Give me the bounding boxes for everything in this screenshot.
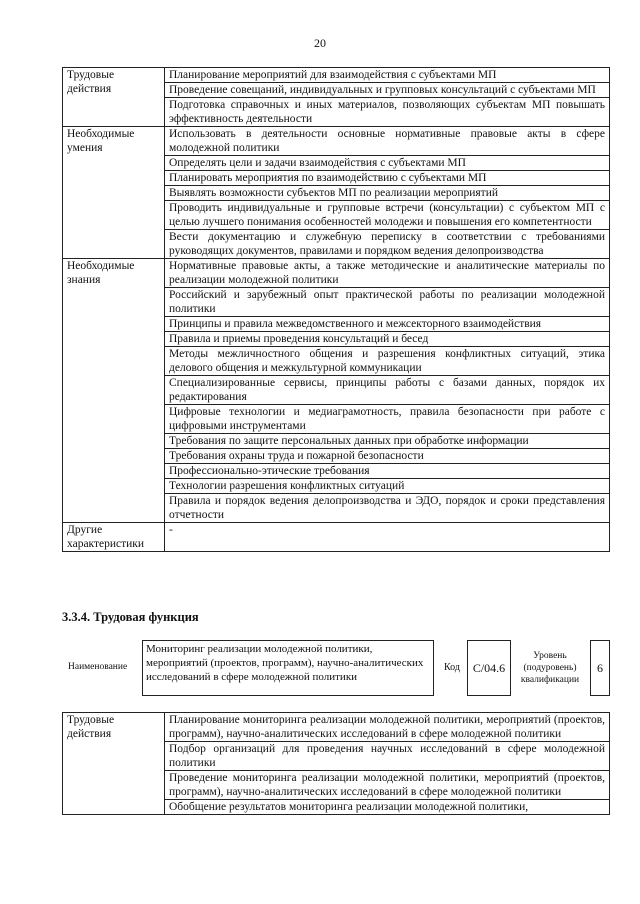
- table-cell: Вести документацию и служебную переписку в соответствии с требованиями руководящих документов, правилами и порядком ведения делопроизводства: [165, 230, 610, 259]
- function-header: [62, 640, 610, 700]
- table-cell: Нормативные правовые акты, а также методические и аналитические материалы по реализации молодежной политики: [165, 259, 610, 288]
- table-row: [63, 523, 610, 552]
- function-actions-table: [62, 712, 610, 815]
- name-label: Наименование: [68, 662, 128, 672]
- table-cell: Подбор организаций для проведения научных исследований в сфере молодежной политики: [165, 742, 610, 771]
- table-cell: Планирование мероприятий для взаимодействия с субъектами МП: [165, 68, 610, 83]
- table-cell: Требования охраны труда и пожарной безопасности: [165, 449, 610, 464]
- table-row: [63, 713, 610, 742]
- row-heading: Трудовые действия: [63, 68, 165, 127]
- table-cell: Обобщение результатов мониторинга реализации молодежной политики,: [165, 800, 610, 815]
- table-cell: Специализированные сервисы, принципы работы с базами данных, порядок их редактирования: [165, 376, 610, 405]
- page-number: 20: [314, 36, 326, 50]
- table-row: [63, 68, 610, 83]
- function-name: Мониторинг реализации молодежной политики, мероприятий (проектов, программ), научно-аналитических исследований в сфере молодежной политики: [142, 640, 434, 696]
- table-cell: Проведение мониторинга реализации молодежной политики, мероприятий (проектов, программ), научно-аналитических исследований в сфере молодежной политики: [165, 771, 610, 800]
- table-cell: Планировать мероприятия по взаимодействию с субъектами МП: [165, 171, 610, 186]
- code-label: Код: [444, 662, 460, 673]
- qualification-level: 6: [590, 640, 610, 696]
- table-cell: Проведение совещаний, индивидуальных и групповых консультаций с субъектами МП: [165, 83, 610, 98]
- table-cell: Проводить индивидуальные и групповые встречи (консультации) с субъектом МП с целью лучшего понимания особенностей молодежи и повышения его компетентности: [165, 201, 610, 230]
- table-row: [63, 127, 610, 156]
- table-cell: Подготовка справочных и иных материалов, позволяющих субъектам МП повышать эффективность деятельности: [165, 98, 610, 127]
- table-row: [63, 259, 610, 288]
- table-cell: Методы межличностного общения и разрешения конфликтных ситуаций, этика делового общения и межкультурной коммуникации: [165, 347, 610, 376]
- row-heading: Трудовые действия: [63, 713, 165, 815]
- row-heading: Необходимые знания: [63, 259, 165, 523]
- table-cell: Профессионально-этические требования: [165, 464, 610, 479]
- row-heading: Другие характеристики: [63, 523, 165, 552]
- section-title: 3.3.4. Трудовая функция: [62, 610, 199, 624]
- table-cell: Использовать в деятельности основные нормативные правовые акты в сфере молодежной политики: [165, 127, 610, 156]
- table-cell: Технологии разрешения конфликтных ситуаций: [165, 479, 610, 494]
- table-cell: Правила и порядок ведения делопроизводства и ЭДО, порядок и сроки представления отчетности: [165, 494, 610, 523]
- labor-actions-table: [62, 67, 610, 552]
- table-cell: Цифровые технологии и медиаграмотность, правила безопасности при работе с цифровыми инструментами: [165, 405, 610, 434]
- table-cell: Планирование мониторинга реализации молодежной политики, мероприятий (проектов, программ), научно-аналитических исследований в сфере молодежной политики: [165, 713, 610, 742]
- table-cell: -: [165, 523, 610, 552]
- function-code: С/04.6: [467, 640, 511, 696]
- table-cell: Российский и зарубежный опыт практической работы по реализации молодежной политики: [165, 288, 610, 317]
- table-cell: Принципы и правила межведомственного и межсекторного взаимодействия: [165, 317, 610, 332]
- table-cell: Правила и приемы проведения консультаций и бесед: [165, 332, 610, 347]
- table-cell: Выявлять возможности субъектов МП по реализации мероприятий: [165, 186, 610, 201]
- level-label: Уровень (подуровень) квалификации: [520, 651, 580, 685]
- table-cell: Определять цели и задачи взаимодействия с субъектами МП: [165, 156, 610, 171]
- table-cell: Требования по защите персональных данных при обработке информации: [165, 434, 610, 449]
- row-heading: Необходимые умения: [63, 127, 165, 259]
